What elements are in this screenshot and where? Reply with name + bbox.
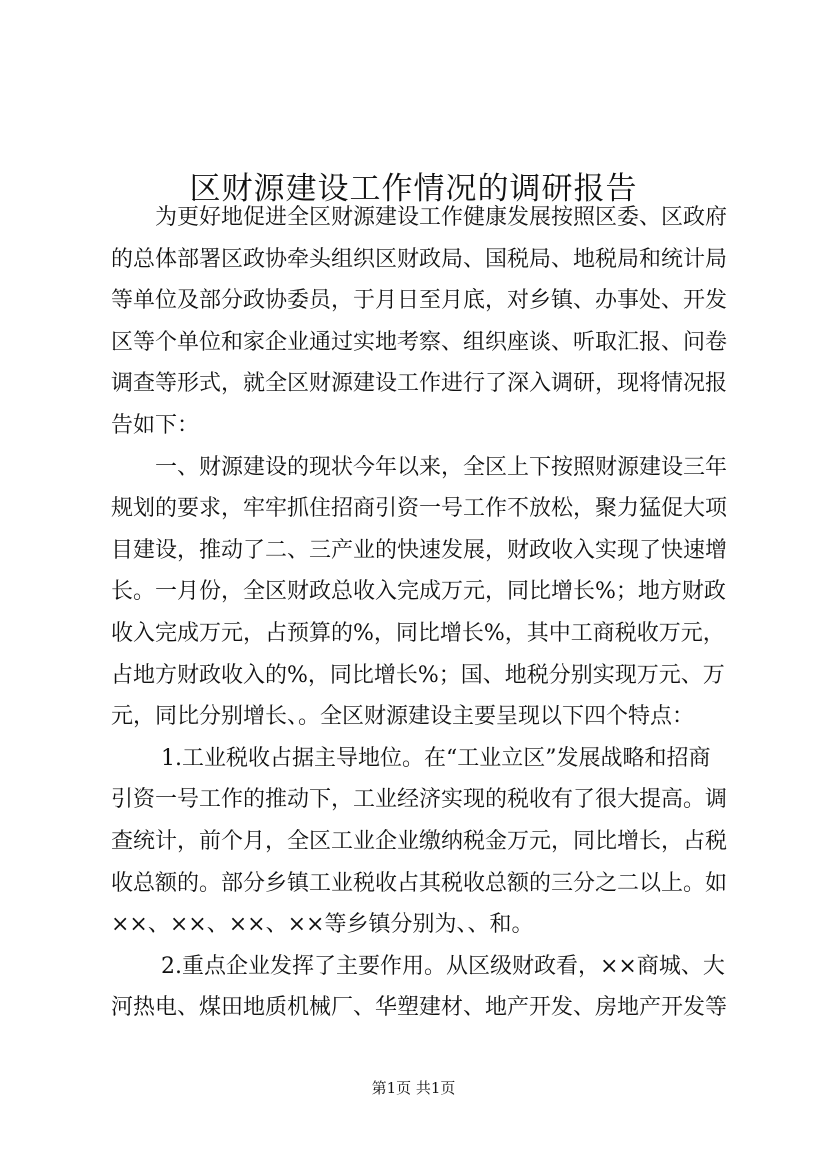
paragraph-point-two [111,946,728,1029]
document-title: 区财源建设工作情况的调研报告 [189,170,638,207]
paragraph-section-one [111,447,728,738]
text-line: 告如下： [111,412,200,438]
text-line: 收总额的。部分乡镇工业税收占其税收总额的三分之二以上。如 [111,870,728,896]
paragraph-intro [111,197,728,447]
text-line: 查统计，前个月，全区工业企业缴纳税金万元，同比增长，占税 [111,828,728,854]
text-line: 的总体部署区政协牵头组织区财政局、国税局、地税局和统计局 [111,246,728,272]
text-line: 区等个单位和家企业通过实地考察、组织座谈、听取汇报、问卷 [111,329,728,355]
text-line: 规划的要求，牢牢抓住招商引资一号工作不放松，聚力猛促大项 [111,496,728,522]
text-line: 河热电、煤田地质机械厂、华塑建材、地产开发、房地产开发等 [111,995,728,1021]
text-line: 收入完成万元，占预算的%，同比增长%，其中工商税收万元， [111,620,725,646]
text-line: 为更好地促进全区财源建设工作健康发展按照区委、区政府 [155,205,728,230]
text-line: 调查等形式，就全区财源建设工作进行了深入调研，现将情况报 [111,371,728,397]
text-line: 1.工业税收占据主导地位。在“工业立区”发展战略和招商 [161,745,711,771]
text-line: 2.重点企业发挥了主要作用。从区级财政看，××商城、大 [161,953,725,979]
page-footer: 第1页 共1页 [371,1079,456,1097]
text-line: 等单位及部分政协委员，于月日至月底，对乡镇、办事处、开发 [111,288,728,314]
text-line: 引资一号工作的推动下，工业经济实现的税收有了很大提高。调 [111,787,728,813]
text-line: 占地方财政收入的%，同比增长%；国、地税分别实现万元、万 [111,662,725,688]
text-line: ××、××、××、××等乡镇分别为、、和。 [111,912,534,938]
text-line: 元，同比分别增长、。全区财源建设主要呈现以下四个特点： [111,704,695,730]
text-line: 长。一月份，全区财政总收入完成万元，同比增长%；地方财政 [111,579,726,605]
text-line: 一、财源建设的现状今年以来，全区上下按照财源建设三年 [155,454,728,480]
paragraph-point-one [111,738,728,946]
document-body [111,197,728,1029]
text-line: 目建设，推动了二、三产业的快速发展，财政收入实现了快速增 [111,537,728,563]
